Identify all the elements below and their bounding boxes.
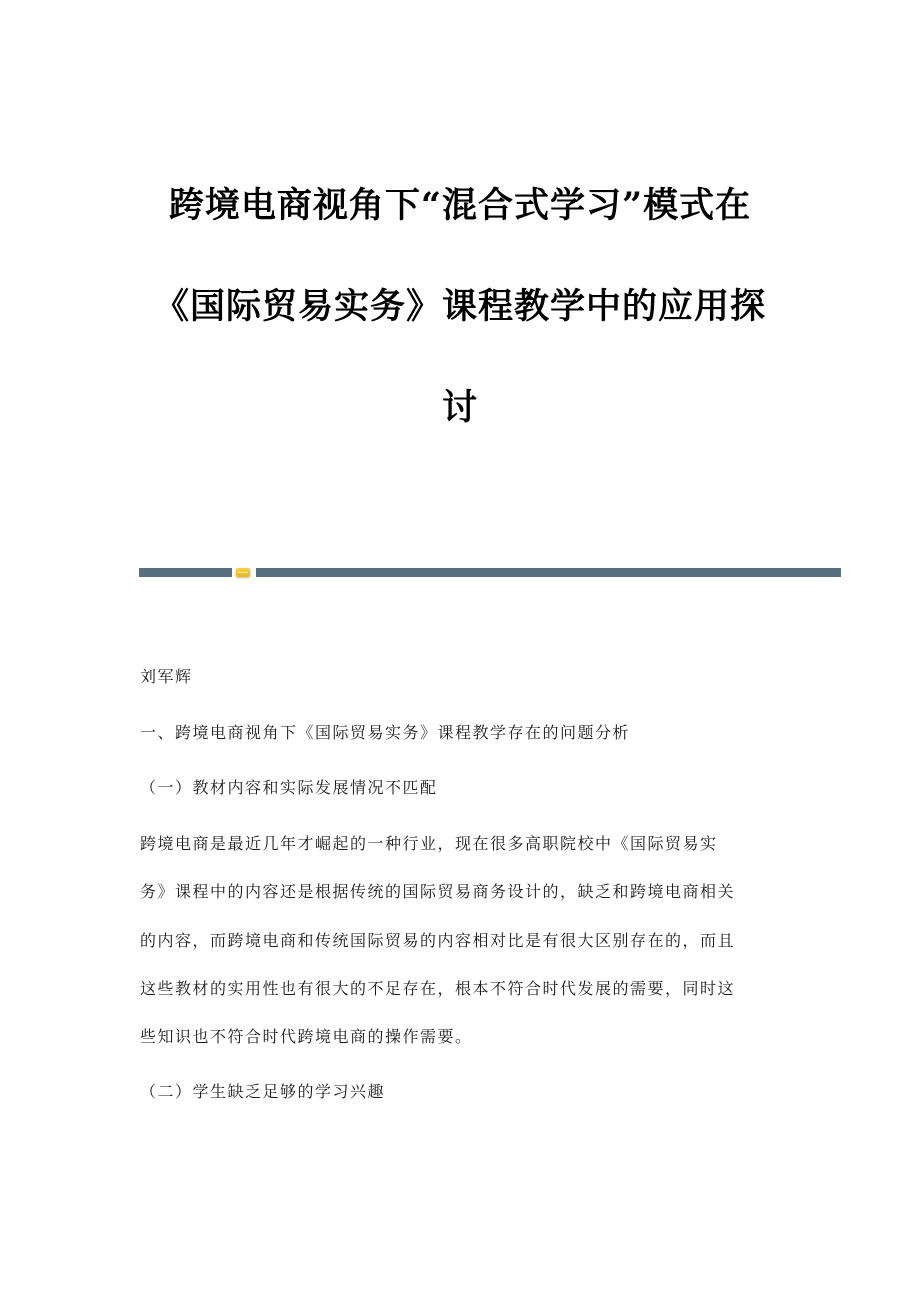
- divider-gem-icon: [236, 568, 250, 577]
- document-title: [130, 186, 790, 489]
- title-divider: [139, 568, 841, 577]
- paragraph-1-line-5: 些知识也不符合时代跨境电商的操作需要。: [140, 1027, 473, 1046]
- paragraph-1-line-3: 的内容，而跨境电商和传统国际贸易的内容相对比是有很大区别存在的，而且: [140, 931, 736, 950]
- paragraph-1-line-1: 跨境电商是最近几年才崛起的一种行业，现在很多高职院校中《国际贸易实: [140, 834, 718, 853]
- subsection-2-heading: （二）学生缺乏足够的学习兴趣: [140, 1082, 386, 1101]
- divider-bar-left: [139, 568, 232, 577]
- paragraph-1-line-4: 这些教材的实用性也有很大的不足存在，根本不符合时代发展的需要，同时这: [140, 979, 736, 998]
- subsection-1-heading: （一）教材内容和实际发展情况不匹配: [140, 778, 438, 797]
- title-line-3: 讨: [441, 387, 478, 428]
- title-line-2: 《国际贸易实务》课程教学中的应用探: [153, 286, 766, 327]
- divider-bar-right: [256, 568, 841, 577]
- author-name: 刘军辉: [140, 667, 193, 686]
- paragraph-1-line-2: 务》课程中的内容还是根据传统的国际贸易商务设计的，缺乏和跨境电商相关: [140, 882, 736, 901]
- title-line-1: 跨境电商视角下“混合式学习”模式在: [168, 185, 752, 226]
- section-1-heading: 一、跨境电商视角下《国际贸易实务》课程教学存在的问题分析: [140, 723, 631, 742]
